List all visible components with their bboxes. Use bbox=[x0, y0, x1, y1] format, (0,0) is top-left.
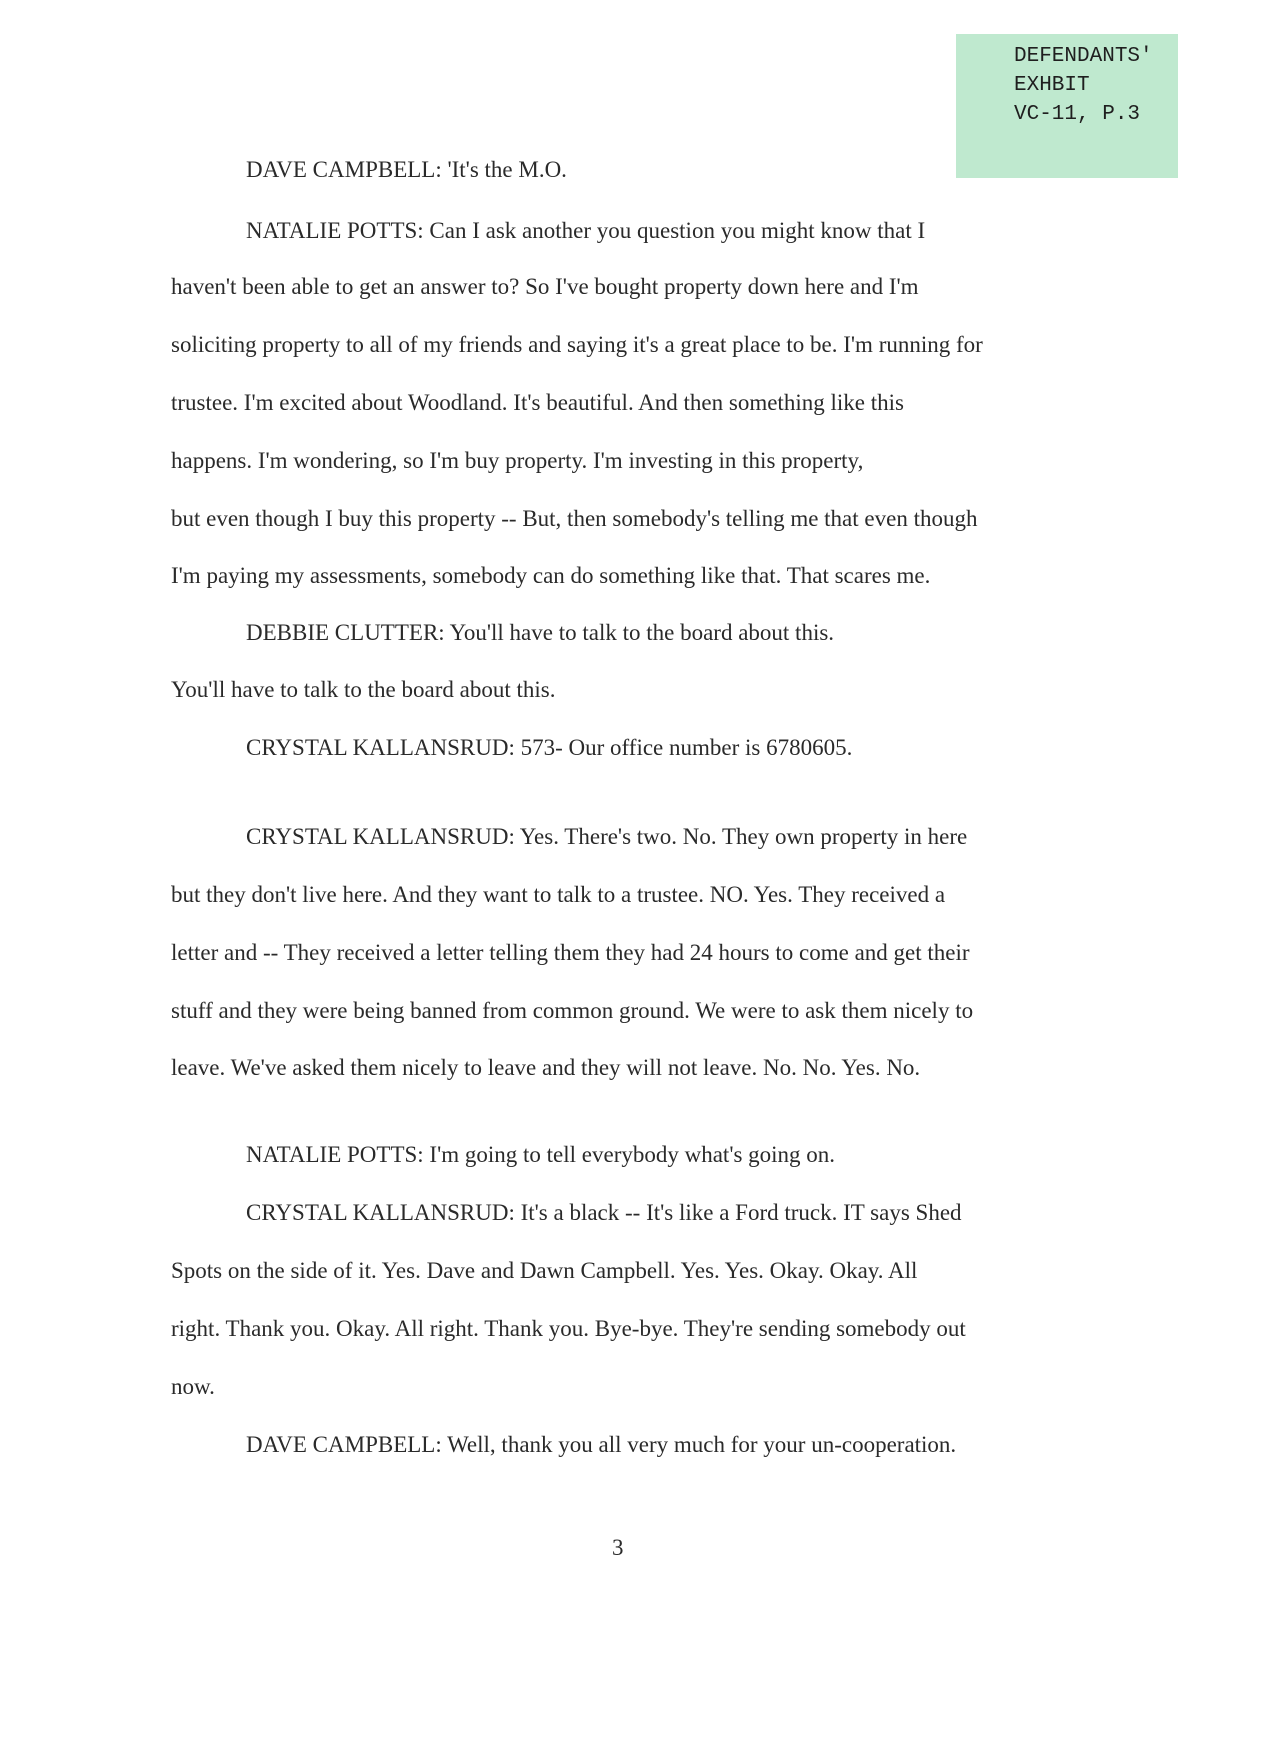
transcript-line: but they don't live here. And they want to talk to a trustee. NO. Yes. They received a bbox=[171, 882, 946, 907]
exhibit-label-line-2: EXHBIT bbox=[1014, 74, 1090, 97]
transcript-line: DAVE CAMPBELL: 'It's the M.O. bbox=[246, 157, 567, 182]
transcript-line: CRYSTAL KALLANSRUD: 573- Our office number is 6780605. bbox=[246, 735, 853, 760]
transcript-line: CRYSTAL KALLANSRUD: It's a black -- It's like a Ford truck. IT says Shed bbox=[246, 1200, 962, 1225]
transcript-line: right. Thank you. Okay. All right. Thank you. Bye-bye. They're sending somebody out bbox=[171, 1316, 966, 1341]
transcript-line: NATALIE POTTS: Can I ask another you question you might know that I bbox=[246, 218, 926, 243]
transcript-line: I'm paying my assessments, somebody can do something like that. That scares me. bbox=[171, 563, 931, 588]
transcript-line: CRYSTAL KALLANSRUD: Yes. There's two. No. They own property in here bbox=[246, 824, 968, 849]
transcript-line: haven't been able to get an answer to? So I've bought property down here and I'm bbox=[171, 274, 919, 299]
transcript-line: but even though I buy this property -- But, then somebody's telling me that even though bbox=[171, 506, 978, 531]
transcript-line: NATALIE POTTS: I'm going to tell everybody what's going on. bbox=[246, 1142, 836, 1167]
exhibit-label-line-1: DEFENDANTS' bbox=[1014, 45, 1153, 68]
transcript-line: You'll have to talk to the board about this. bbox=[171, 677, 556, 702]
transcript-line: trustee. I'm excited about Woodland. It's beautiful. And then something like this bbox=[171, 390, 904, 415]
transcript-line: Spots on the side of it. Yes. Dave and Dawn Campbell. Yes. Yes. Okay. Okay. All bbox=[171, 1258, 918, 1283]
transcript-line: happens. I'm wondering, so I'm buy property. I'm investing in this property, bbox=[171, 448, 864, 473]
transcript-line: leave. We've asked them nicely to leave and they will not leave. No. No. Yes. No. bbox=[171, 1055, 921, 1080]
page-number: 3 bbox=[612, 1535, 624, 1560]
transcript-line: soliciting property to all of my friends and saying it's a great place to be. I'm running for bbox=[171, 332, 983, 357]
transcript-line: now. bbox=[171, 1374, 215, 1399]
transcript-line: DEBBIE CLUTTER: You'll have to talk to the board about this. bbox=[246, 620, 835, 645]
transcript-line: stuff and they were being banned from common ground. We were to ask them nicely to bbox=[171, 998, 974, 1023]
transcript-line: DAVE CAMPBELL: Well, thank you all very much for your un-cooperation. bbox=[246, 1432, 957, 1457]
transcript-line: letter and -- They received a letter telling them they had 24 hours to come and get their bbox=[171, 940, 970, 965]
exhibit-label-line-3: VC-11, P.3 bbox=[1014, 103, 1141, 126]
